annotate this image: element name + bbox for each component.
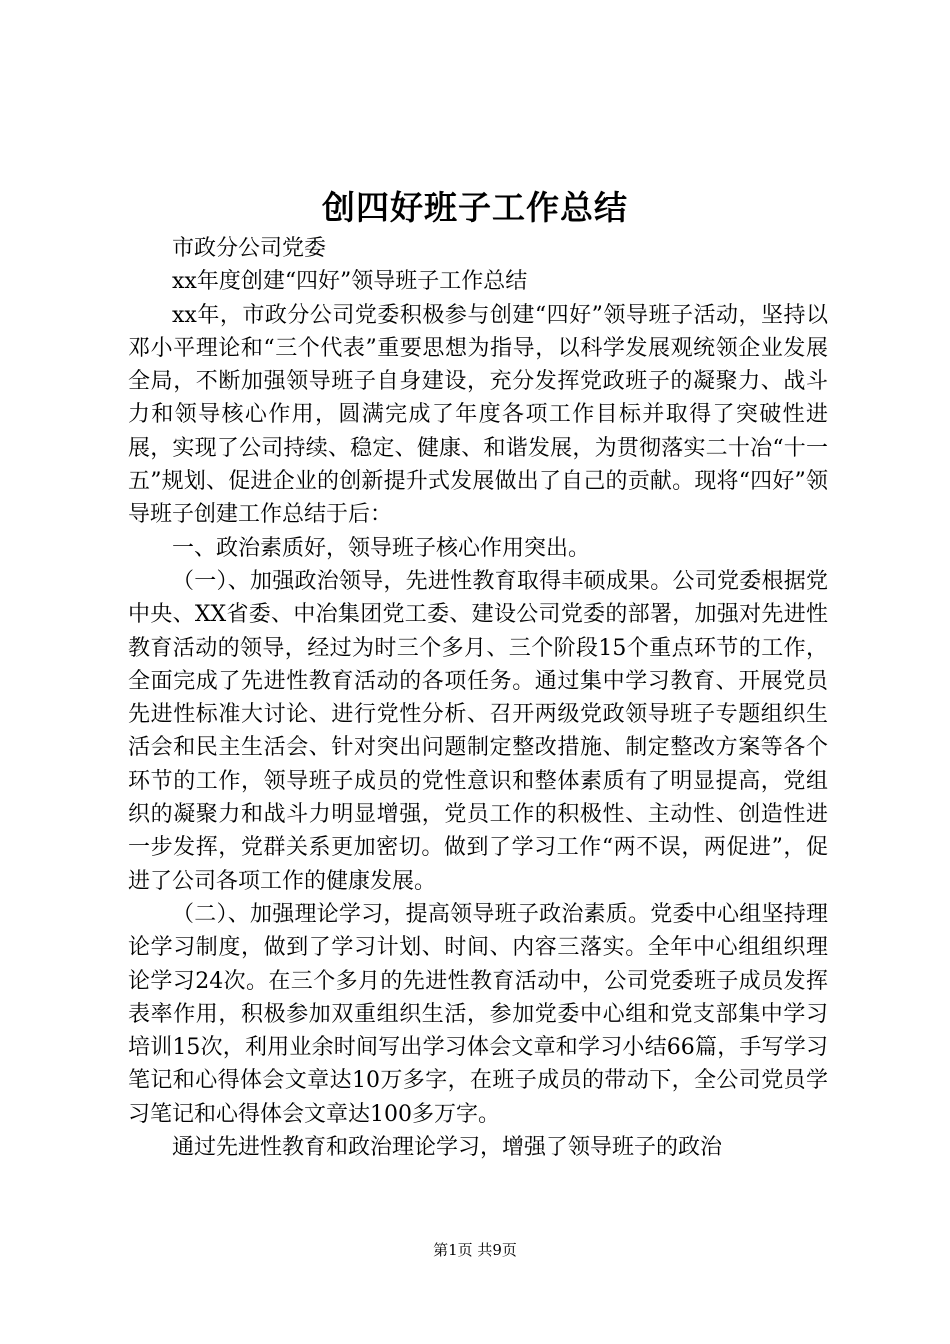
paragraph-issuer: 市政分公司党委 — [172, 236, 327, 261]
page-number-footer: 第1页 共9页 — [433, 1241, 517, 1259]
document-title: 创四好班子工作总结 — [322, 188, 628, 227]
paragraph-subsection-2: （二）、加强理论学习，提高领导班子政治素质。党委中心组坚持理论学习制度，做到了学习计划、时间、内容三落实。全年中心组组织理论学习24次。在三个多月的先进性教育活动中，公司党委班子成员发挥表率作用，积极参加双重组织生活，参加党委中心组和党支部集中学习培训15次，利用业余时间写出学习体会文章和学习小结66篇，手写学习笔记和心得体会文章达10万多字，在班子成员的带动下，全公司党员学习笔记和心得体会文章达100多万字。 — [128, 901, 828, 1127]
document-body — [128, 232, 828, 1164]
paragraph-intro: xx年，市政分公司党委积极参与创建“四好”领导班子活动，坚持以邓小平理论和“三个代表”重要思想为指导，以科学发展观统领企业发展全局，不断加强领导班子自身建设，充分发挥党政班子的凝聚力、战斗力和领导核心作用，圆满完成了年度各项工作目标并取得了突破性进展，实现了公司持续、稳定、健康、和谐发展，为贯彻落实二十冶“十一五”规划、促进企业的创新提升式发展做出了自己的贡献。现将“四好”领导班子创建工作总结于后： — [128, 302, 828, 528]
paragraph-subtitle: xx年度创建“四好”领导班子工作总结 — [172, 269, 528, 295]
paragraph-subsection-1: （一）、加强政治领导，先进性教育取得丰硕成果。公司党委根据党中央、XX省委、中冶集团党工委、建设公司党委的部署，加强对先进性教育活动的领导，经过为时三个多月、三个阶段15个重点环节的工作，全面完成了先进性教育活动的各项任务。通过集中学习教育、开展党员先进性标准大讨论、进行党性分析、召开两级党政领导班子专题组织生活会和民主生活会、针对突出问题制定整改措施、制定整改方案等各个环节的工作，领导班子成员的党性意识和整体素质有了明显提高，党组织的凝聚力和战斗力明显增强，党员工作的积极性、主动性、创造性进一步发挥，党群关系更加密切。做到了学习工作“两不误，两促进”，促进了公司各项工作的健康发展。 — [128, 568, 828, 894]
paragraph-continuation: 通过先进性教育和政治理论学习，增强了领导班子的政治 — [172, 1135, 723, 1161]
paragraph-section-heading: 一、政治素质好，领导班子核心作用突出。 — [172, 535, 591, 561]
